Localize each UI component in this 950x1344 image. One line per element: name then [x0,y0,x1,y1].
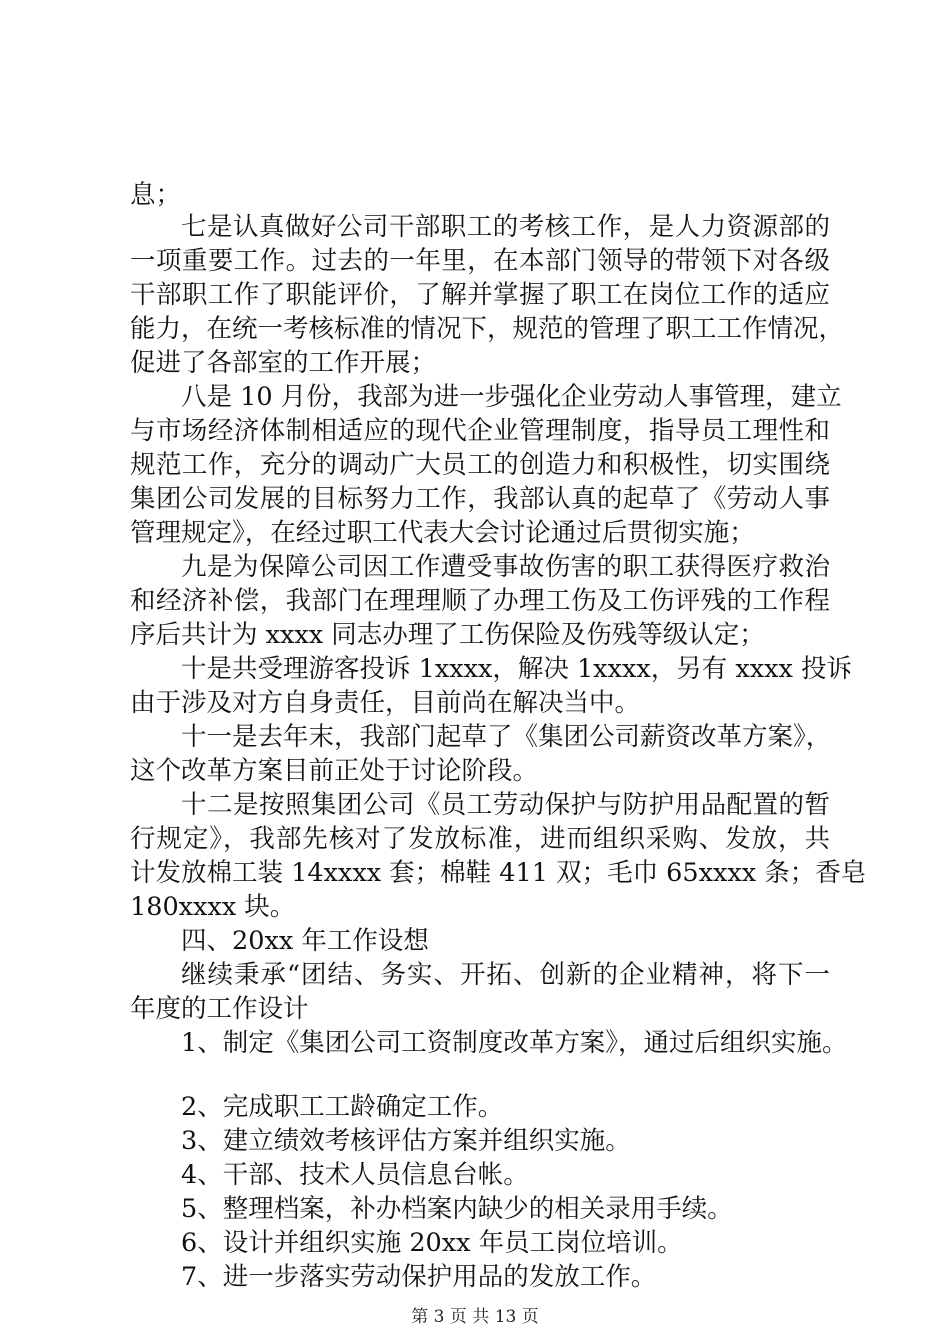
list-item: 2、完成职工工龄确定工作。 [181,1092,504,1122]
page-footer: 第 3 页 共 13 页 [411,1307,539,1327]
text-line: 规范工作，充分的调动广大员工的创造力和积极性，切实围绕 [130,450,830,480]
text-line: 干部职工作了职能评价，了解并掌握了职工在岗位工作的适应 [130,280,830,310]
text-line: 由于涉及对方自身责任，目前尚在解决当中。 [130,688,641,718]
text-line: 和经济补偿，我部门在理理顺了办理工伤及工伤评残的工作程 [130,586,830,616]
text-line: 集团公司发展的目标努力工作，我部认真的起草了《劳动人事 [130,484,830,514]
text-line: 年度的工作设计 [130,994,309,1024]
text-line: 息； [130,180,182,210]
text-line: 计发放棉工装 14xxxx 套；棉鞋 411 双；毛巾 65xxxx 条；香皂 [130,858,867,888]
text-line: 能力，在统一考核标准的情况下，规范的管理了职工工作情况， [130,314,845,344]
text-line: 管理规定》，在经过职工代表大会讨论通过后贯彻实施； [130,518,755,548]
text-line: 促进了各部室的工作开展； [130,348,437,378]
text-line: 十二是按照集团公司《员工劳动保护与防护用品配置的暂 [181,790,830,820]
text-line: 行规定》，我部先核对了发放标准，进而组织采购、发放，共 [130,824,830,854]
text-line: 继续秉承“团结、务实、开拓、创新的企业精神，将下一 [181,960,830,990]
text-line: 与市场经济体制相适应的现代企业管理制度，指导员工理性和 [130,416,830,446]
text-line: 这个改革方案目前正处于讨论阶段。 [130,756,539,786]
text-line: 序后共计为 xxxx 同志办理了工伤保险及伤残等级认定； [130,620,765,650]
text-line: 十一是去年末，我部门起草了《集团公司薪资改革方案》， [181,722,832,752]
text-line: 一项重要工作。过去的一年里，在本部门领导的带领下对各级 [130,246,830,276]
text-line: 七是认真做好公司干部职工的考核工作，是人力资源部的 [181,212,830,242]
list-item: 1、制定《集团公司工资制度改革方案》，通过后组织实施。 [181,1028,848,1058]
list-item: 6、设计并组织实施 20xx 年员工岗位培训。 [181,1228,683,1258]
list-item: 4、干部、技术人员信息台帐。 [181,1160,529,1190]
text-line: 九是为保障公司因工作遭受事故伤害的职工获得医疗救治 [181,552,830,582]
text-line: 180xxxx 块。 [130,892,296,922]
text-line: 十是共受理游客投诉 1xxxx，解决 1xxxx，另有 xxxx 投诉 [181,654,852,684]
text-line: 八是 10 月份，我部为进一步强化企业劳动人事管理，建立 [181,382,842,412]
section-heading: 四、20xx 年工作设想 [181,926,429,956]
list-item: 3、建立绩效考核评估方案并组织实施。 [181,1126,631,1156]
list-item: 5、整理档案，补办档案内缺少的相关录用手续。 [181,1194,733,1224]
list-item: 7、进一步落实劳动保护用品的发放工作。 [181,1262,657,1292]
